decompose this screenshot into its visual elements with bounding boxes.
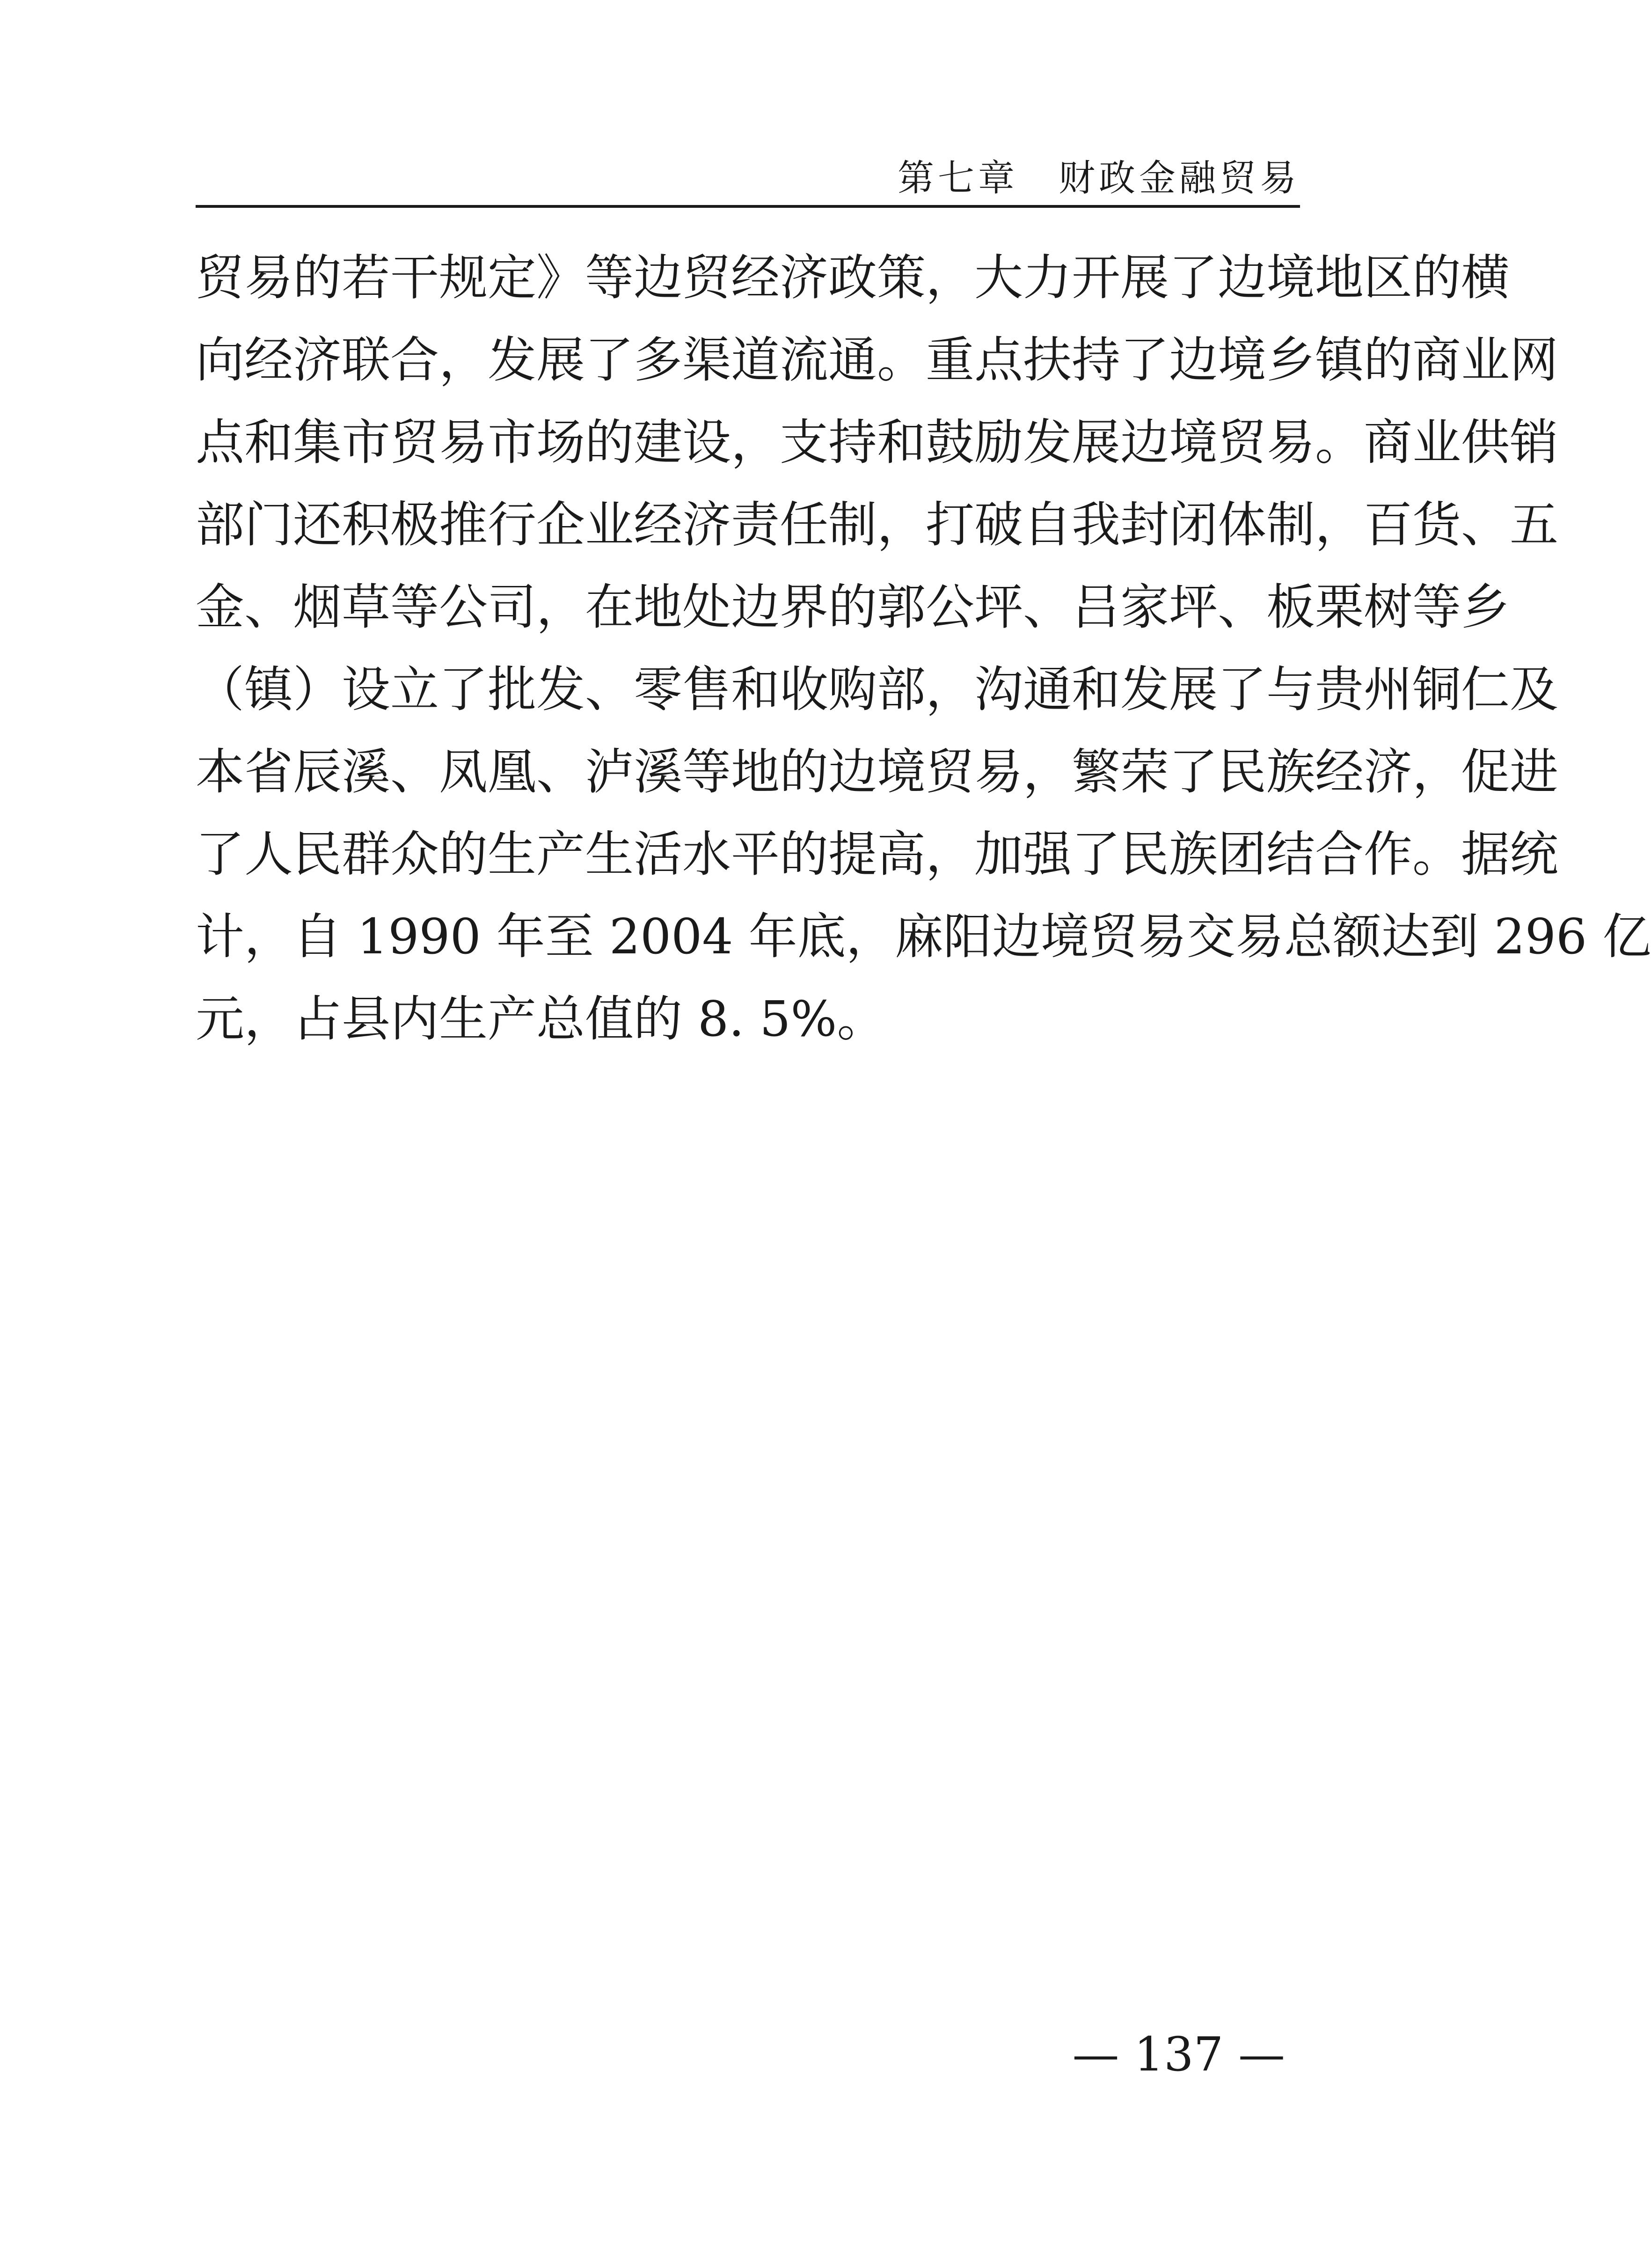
text-line: 点和集市贸易市场的建设，支持和鼓励发展边境贸易。商业供销: [196, 414, 1559, 471]
running-header: [196, 149, 1300, 208]
text-line: （镇）设立了批发、零售和收购部，沟通和发展了与贵州铜仁及: [196, 661, 1559, 718]
text-line: 本省辰溪、凤凰、泸溪等地的边境贸易，繁荣了民族经济，促进: [196, 743, 1559, 800]
body-paragraph: [196, 236, 1651, 1060]
text-line: 元，占县内生产总值的 8. 5%。: [196, 990, 886, 1047]
text-line: 向经济联合，发展了多渠道流通。重点扶持了边境乡镇的商业网: [196, 331, 1559, 388]
text-line: 贸易的若干规定》等边贸经济政策，大力开展了边境地区的横: [196, 249, 1510, 306]
text-line: 了人民群众的生产生活水平的提高，加强了民族团结合作。据统: [196, 826, 1559, 883]
chapter-title: 第七章 财政金融贸易: [897, 157, 1300, 199]
text-line: 部门还积极推行企业经济责任制，打破自我封闭体制，百货、五: [196, 496, 1559, 553]
text-line: 金、烟草等公司，在地处边界的郭公坪、吕家坪、板栗树等乡: [196, 578, 1510, 636]
page-number: — 137 —: [1072, 2027, 1285, 2082]
text-line: 计，自 1990 年至 2004 年底，麻阳边境贸易交易总额达到 296 亿: [196, 908, 1651, 965]
